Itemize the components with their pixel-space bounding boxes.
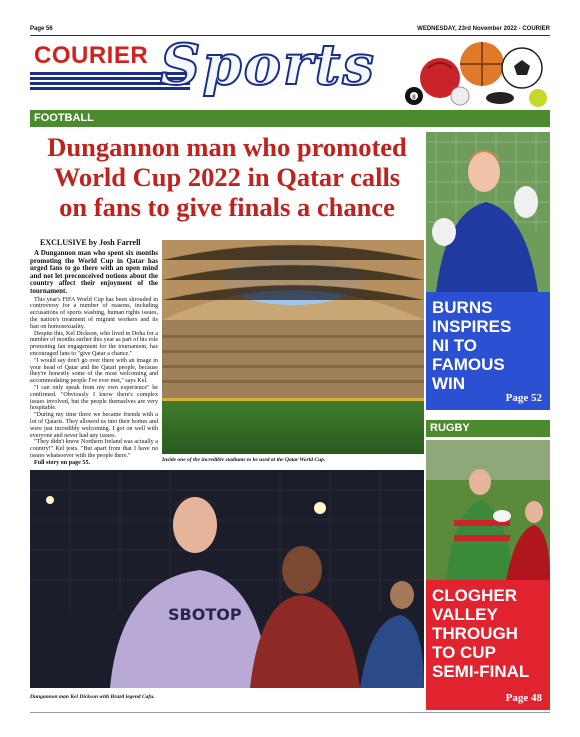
headline-line: World Cup 2022 in Qatar calls bbox=[53, 162, 401, 192]
article-paragraph: Despite this, Kel Dickson, who lived in Doha for a number of months earlier this year as part of his role promoting fan engagement for the tournament, has encouraged fans to "give Qatar a chance." bbox=[30, 330, 158, 357]
shirt-sponsor: SBOTOP bbox=[168, 605, 242, 624]
issue-date: WEDNESDAY, 23rd November 2022 - COURIER bbox=[417, 26, 550, 32]
burns-promo[interactable] bbox=[426, 292, 550, 410]
svg-text:8: 8 bbox=[412, 94, 416, 101]
clogher-headline: CLOGHER VALLEY THROUGH TO CUP SEMI-FINAL bbox=[432, 586, 530, 681]
article-paragraph: "I can only speak from my own experience" he confirmed. "Obviously I know there's complex issues involved, but the people themselves are very hospitable. bbox=[30, 384, 158, 412]
goalkeeper-photo bbox=[426, 132, 550, 292]
rugby-photo bbox=[426, 440, 550, 580]
article-body bbox=[30, 250, 158, 466]
article-paragraph: This year's FIFA World Cup has been shrouded in controversy for a number of reasons, including accusations of sports washing, human rights issues, the nation's treatment of migrant workers and its ban on homosexuality. bbox=[30, 296, 158, 330]
headline-line: on fans to give finals a chance bbox=[59, 192, 395, 222]
byline: EXCLUSIVE by Josh Farrell bbox=[40, 238, 141, 247]
masthead bbox=[30, 32, 550, 108]
clogher-page-ref: Page 48 bbox=[505, 692, 542, 704]
kel-dickson-cafu-photo bbox=[30, 470, 424, 688]
article-paragraph: "During my time there we became friends with a lot of Qataris. They allowed us into their homes and were just incredibly welcoming. I got on well with everyone and never had any issues. bbox=[30, 412, 158, 439]
burns-headline: BURNS INSPIRES NI TO FAMOUS WIN bbox=[432, 298, 512, 393]
stadium-caption: Inside one of the incredible stadiums to be used at the Qatar World Cup. bbox=[162, 457, 326, 463]
article-paragraph: "I would say don't go over there with an image in your head of Qatar and the Qatari people, because they're honestly some of the most welcoming and accommodating people I've ever met," says Kel. bbox=[30, 357, 158, 385]
sports-balls-illustration bbox=[400, 38, 550, 108]
article-lead: A Dungannon man who spent six months promoting the World Cup in Qatar has urged fans to go there with an open mind and not let preconceived notions about the country affect their enjoyment of the tournament. bbox=[30, 249, 158, 295]
burns-page-ref: Page 52 bbox=[505, 392, 542, 404]
masthead-sports: Sports bbox=[160, 32, 376, 98]
clogher-promo[interactable] bbox=[426, 580, 550, 710]
masthead-courier: COURIER bbox=[34, 42, 149, 69]
stadium-photo bbox=[162, 240, 424, 454]
footer-rule bbox=[30, 712, 550, 713]
page-number: Page 56 bbox=[30, 26, 53, 32]
continued-link[interactable]: Full story on page 55. bbox=[34, 459, 91, 466]
headline-line: Dungannon man who promoted bbox=[47, 132, 407, 162]
section-bar-football: FOOTBALL bbox=[30, 110, 550, 127]
selfie-caption: Dungannon man Kel Dickson with Brazil legend Cafu. bbox=[30, 694, 155, 700]
section-bar-rugby: RUGBY bbox=[426, 420, 550, 437]
main-headline bbox=[30, 132, 424, 222]
article-paragraph: "They didn't know Northern Ireland was actually a country!" Kel jests. "But apart from that I have no issues whatsoever with the people there." bbox=[30, 439, 158, 459]
